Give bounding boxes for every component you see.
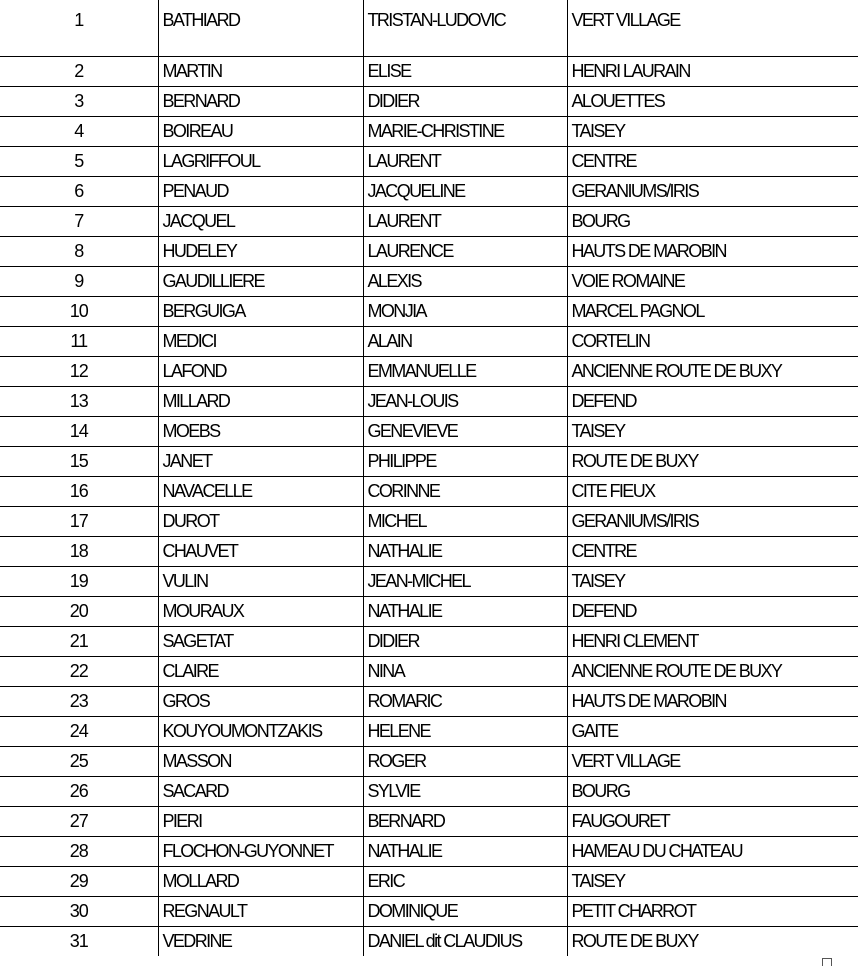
table-row (0, 566, 858, 596)
first-name-cell: MICHEL (363, 506, 567, 536)
table-row (0, 416, 858, 446)
table-row (0, 266, 858, 296)
first-name-cell: JEAN-MICHEL (363, 566, 567, 596)
row-number: 7 (0, 206, 158, 236)
row-number: 6 (0, 176, 158, 206)
first-name-cell: EMMANUELLE (363, 356, 567, 386)
row-number: 25 (0, 746, 158, 776)
district-cell: GAITE (567, 716, 858, 746)
first-name-cell: CORINNE (363, 476, 567, 506)
last-name-cell: SACARD (158, 776, 363, 806)
district-cell: HENRI LAURAIN (567, 56, 858, 86)
row-number: 27 (0, 806, 158, 836)
last-name-cell: REGNAULT (158, 896, 363, 926)
last-name-cell: PIERI (158, 806, 363, 836)
district-cell: CITE FIEUX (567, 476, 858, 506)
district-cell: TAISEY (567, 416, 858, 446)
table-row (0, 206, 858, 236)
district-cell: ANCIENNE ROUTE DE BUXY (567, 356, 858, 386)
table-row (0, 176, 858, 206)
table-row (0, 716, 858, 746)
row-number: 31 (69, 930, 88, 951)
row-number: 12 (0, 356, 158, 386)
first-name-cell: NINA (363, 656, 567, 686)
last-name-cell: PENAUD (158, 176, 363, 206)
last-name-cell: JANET (158, 446, 363, 476)
row-number: 21 (0, 626, 158, 656)
last-name-cell: LAFOND (158, 356, 363, 386)
last-name-cell: MOEBS (158, 416, 363, 446)
row-number: 4 (0, 116, 158, 146)
row-number: 26 (0, 776, 158, 806)
table-row (0, 596, 858, 626)
last-name-cell: MARTIN (158, 56, 363, 86)
district-cell: DEFEND (567, 596, 858, 626)
row-number: 15 (0, 446, 158, 476)
row-number: 19 (0, 566, 158, 596)
last-name-cell: GROS (158, 686, 363, 716)
table-row (0, 656, 858, 686)
last-name-cell: HUDELEY (158, 236, 363, 266)
first-name-cell: GENEVIEVE (363, 416, 567, 446)
row-number: 18 (0, 536, 158, 566)
row-number: 8 (0, 236, 158, 266)
row-number: 20 (0, 596, 158, 626)
district-cell: BOURG (567, 206, 858, 236)
table-row (0, 626, 858, 656)
row-number: 3 (0, 86, 158, 116)
row-number: 28 (0, 836, 158, 866)
last-name-cell: BERGUIGA (158, 296, 363, 326)
last-name-cell: CHAUVET (158, 536, 363, 566)
table-row (0, 896, 858, 926)
last-name-cell: MILLARD (158, 386, 363, 416)
district-cell: BOURG (567, 776, 858, 806)
table-row (0, 536, 858, 566)
first-name-cell: NATHALIE (363, 596, 567, 626)
district-cell: ANCIENNE ROUTE DE BUXY (567, 656, 858, 686)
last-name-cell: VEDRINE (158, 926, 363, 956)
last-name-cell: CLAIRE (158, 656, 363, 686)
last-name-cell: KOUYOUMONTZAKIS (158, 716, 363, 746)
row-number: 5 (0, 146, 158, 176)
table-row (0, 0, 858, 56)
district-cell: VOIE ROMAINE (567, 266, 858, 296)
table-row (0, 446, 858, 476)
last-name-cell: BOIREAU (158, 116, 363, 146)
district-cell: GERANIUMS/IRIS (567, 176, 858, 206)
first-name-cell: NATHALIE (363, 836, 567, 866)
district-cell: PETIT CHARROT (567, 896, 858, 926)
district-cell: GERANIUMS/IRIS (567, 506, 858, 536)
district-cell: HENRI CLEMENT (567, 626, 858, 656)
last-name-cell: VULIN (158, 566, 363, 596)
first-name-cell: DIDIER (363, 626, 567, 656)
first-name-cell: MONJIA (363, 296, 567, 326)
district-cell: VERT VILLAGE (567, 0, 858, 56)
last-name-cell: MOURAUX (158, 596, 363, 626)
row-number: 9 (0, 266, 158, 296)
row-number: 22 (0, 656, 158, 686)
row-number: 10 (0, 296, 158, 326)
row-number: 16 (0, 476, 158, 506)
first-name-cell: LAURENCE (363, 236, 567, 266)
first-name-cell: LAURENT (363, 206, 567, 236)
district-cell: MARCEL PAGNOL (567, 296, 858, 326)
row-number: 29 (0, 866, 158, 896)
table-row (0, 476, 858, 506)
first-name-cell: MARIE-CHRISTINE (363, 116, 567, 146)
table-row (0, 326, 858, 356)
first-name-cell: JACQUELINE (363, 176, 567, 206)
first-name-cell: ROGER (363, 746, 567, 776)
row-number: 11 (0, 326, 158, 356)
last-name-cell: MEDICI (158, 326, 363, 356)
row-number: 17 (0, 506, 158, 536)
row-number: 30 (0, 896, 158, 926)
last-name-cell: NAVACELLE (158, 476, 363, 506)
last-name-cell: BATHIARD (158, 0, 363, 56)
district-cell: HAMEAU DU CHATEAU (567, 836, 858, 866)
district-cell: CENTRE (567, 146, 858, 176)
first-name-cell: LAURENT (363, 146, 567, 176)
table-row (0, 86, 858, 116)
district-cell: TAISEY (567, 566, 858, 596)
table-row (0, 116, 858, 146)
first-name-cell: ALAIN (363, 326, 567, 356)
table-row (0, 866, 858, 896)
first-name-cell: ROMARIC (363, 686, 567, 716)
district-cell: HAUTS DE MAROBIN (567, 686, 858, 716)
district-cell: HAUTS DE MAROBIN (567, 236, 858, 266)
table-row (0, 236, 858, 266)
last-name-cell: DUROT (158, 506, 363, 536)
district-cell: CORTELIN (567, 326, 858, 356)
table-row (0, 926, 858, 956)
table-row (0, 836, 858, 866)
last-name-cell: GAUDILLIERE (158, 266, 363, 296)
district-cell: TAISEY (567, 866, 858, 896)
last-name-cell: MASSON (158, 746, 363, 776)
last-name-cell: BERNARD (158, 86, 363, 116)
table-row (0, 506, 858, 536)
district-cell: VERT VILLAGE (567, 746, 858, 776)
first-name-cell: DANIEL dit CLAUDIUS (363, 926, 567, 956)
district-cell: ROUTE DE BUXY (567, 446, 858, 476)
district-cell: DEFEND (567, 386, 858, 416)
first-name-cell: SYLVIE (363, 776, 567, 806)
first-name-cell: PHILIPPE (363, 446, 567, 476)
last-name-cell: MOLLARD (158, 866, 363, 896)
table-row (0, 746, 858, 776)
district-cell: CENTRE (567, 536, 858, 566)
first-name-cell: NATHALIE (363, 536, 567, 566)
first-name-cell: BERNARD (363, 806, 567, 836)
last-name-cell: SAGETAT (158, 626, 363, 656)
last-name-cell: LAGRIFFOUL (158, 146, 363, 176)
district-cell: FAUGOURET (567, 806, 858, 836)
district-cell: ALOUETTES (567, 86, 858, 116)
last-name-cell: JACQUEL (158, 206, 363, 236)
first-name-cell: JEAN-LOUIS (363, 386, 567, 416)
first-name-cell: HELENE (363, 716, 567, 746)
table-row (0, 386, 858, 416)
table-row (0, 356, 858, 386)
row-number: 1 (0, 0, 158, 56)
first-name-cell: ELISE (363, 56, 567, 86)
row-number: 23 (0, 686, 158, 716)
row-number: 2 (0, 56, 158, 86)
last-name-cell: FLOCHON-GUYONNET (158, 836, 363, 866)
table-row (0, 776, 858, 806)
district-cell: ROUTE DE BUXY (567, 926, 858, 956)
first-name-cell: ALEXIS (363, 266, 567, 296)
table-row (0, 146, 858, 176)
first-name-cell: DIDIER (363, 86, 567, 116)
first-name-cell: DOMINIQUE (363, 896, 567, 926)
first-name-cell: ERIC (363, 866, 567, 896)
district-cell: TAISEY (567, 116, 858, 146)
first-name-cell: TRISTAN-LUDOVIC (363, 0, 567, 56)
row-number: 13 (0, 386, 158, 416)
table-row (0, 296, 858, 326)
row-number: 24 (0, 716, 158, 746)
page-corner-mark (822, 958, 832, 966)
table-row (0, 686, 858, 716)
table-row (0, 806, 858, 836)
row-number: 14 (0, 416, 158, 446)
table-row (0, 56, 858, 86)
